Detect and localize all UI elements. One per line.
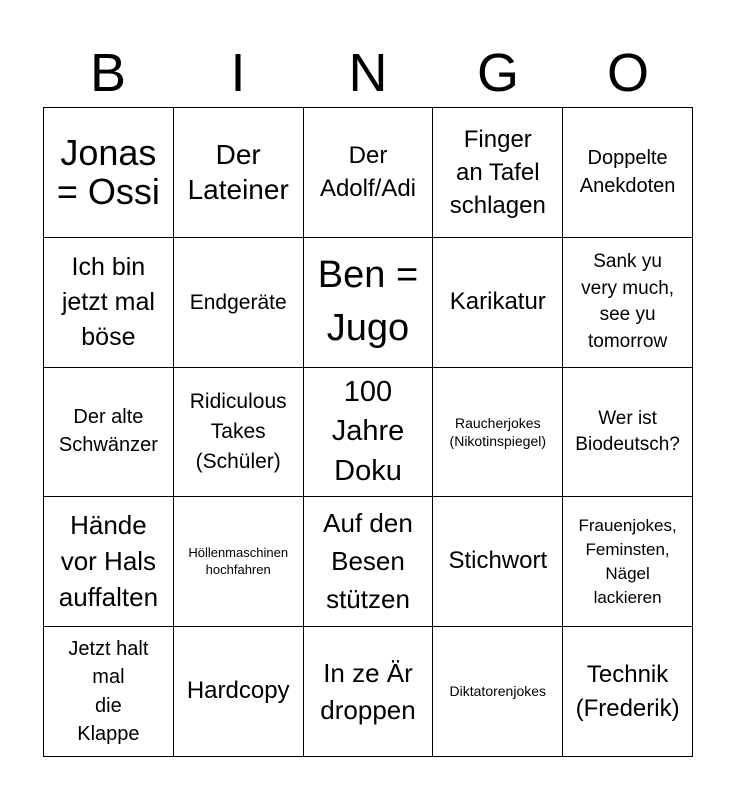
bingo-cell-r3-c3[interactable] xyxy=(304,368,434,498)
cell-text: Jonas = Ossi xyxy=(56,131,160,213)
bingo-header xyxy=(43,38,693,108)
cell-text: Technik (Frederik) xyxy=(575,661,680,722)
bingo-cell-r3-c1[interactable] xyxy=(44,368,174,498)
bingo-cell-r4-c4[interactable] xyxy=(433,497,563,627)
cell-text: Finger an Tafel schlagen xyxy=(449,125,546,219)
bingo-cell-r5-c4[interactable] xyxy=(433,627,563,757)
cell-text: Der alte Schwänzer xyxy=(58,406,158,456)
cell-text: 100 Jahre Doku xyxy=(331,376,405,487)
cell-text: Sank yu very much, see yu tomorrow xyxy=(581,251,675,352)
bingo-grid xyxy=(43,107,693,757)
cell-text: Ich bin jetzt mal böse xyxy=(61,252,155,351)
bingo-cell-r2-c3[interactable] xyxy=(304,238,434,368)
cell-text: In ze Är droppen xyxy=(320,658,416,725)
cell-text: Frauenjokes, Feminsten, Nägel lackieren xyxy=(578,516,677,607)
bingo-cell-r1-c2[interactable] xyxy=(174,108,304,238)
bingo-cell-r4-c1[interactable] xyxy=(44,497,174,627)
cell-text: Stichwort xyxy=(448,547,548,575)
bingo-cell-r1-c1[interactable] xyxy=(44,108,174,238)
cell-text: Hände vor Hals auffalten xyxy=(58,509,159,612)
cell-text: Diktatorenjokes xyxy=(449,683,547,700)
bingo-cell-r2-c4[interactable] xyxy=(433,238,563,368)
bingo-cell-r5-c3[interactable] xyxy=(304,627,434,757)
bingo-cell-r5-c1[interactable] xyxy=(44,627,174,757)
bingo-cell-r3-c2[interactable] xyxy=(174,368,304,498)
cell-text: Höllenmaschinen hochfahren xyxy=(188,544,289,577)
bingo-cell-r2-c1[interactable] xyxy=(44,238,174,368)
cell-text: Der Lateiner xyxy=(187,138,289,206)
cell-text: Endgeräte xyxy=(189,290,287,314)
bingo-cell-r2-c2[interactable] xyxy=(174,238,304,368)
header-letter-o: O xyxy=(606,43,649,103)
bingo-cell-r1-c4[interactable] xyxy=(433,108,563,238)
cell-text: Raucherjokes (Nikotinspiegel) xyxy=(449,414,547,449)
cell-text: Ben = Jugo xyxy=(317,254,419,350)
bingo-cell-r5-c2[interactable] xyxy=(174,627,304,757)
cell-text: Der Adolf/Adi xyxy=(319,141,417,203)
bingo-cell-r3-c4[interactable] xyxy=(433,368,563,498)
bingo-cell-r1-c5[interactable] xyxy=(563,108,693,238)
bingo-cell-r4-c3[interactable] xyxy=(304,497,434,627)
bingo-cell-r5-c5[interactable] xyxy=(563,627,693,757)
bingo-cell-r4-c5[interactable] xyxy=(563,497,693,627)
bingo-cell-r1-c3[interactable] xyxy=(304,108,434,238)
bingo-cell-r4-c2[interactable] xyxy=(174,497,304,627)
cell-text: Doppelte Anekdoten xyxy=(579,147,676,198)
bingo-cell-r3-c5[interactable] xyxy=(563,368,693,498)
cell-text: Wer ist Biodeutsch? xyxy=(575,408,680,455)
cell-text: Auf den Besen stützen xyxy=(323,508,413,614)
header-letter-n: N xyxy=(348,43,388,103)
header-letter-i: I xyxy=(230,43,246,103)
cell-text: Jetzt halt mal die Klappe xyxy=(68,637,149,745)
cell-text: Karikatur xyxy=(449,287,546,315)
header-letter-b: B xyxy=(89,43,127,103)
bingo-cell-r2-c5[interactable] xyxy=(563,238,693,368)
cell-text: Hardcopy xyxy=(186,677,290,705)
cell-text: Ridiculous Takes (Schüler) xyxy=(189,390,287,473)
header-letter-g: G xyxy=(476,43,519,103)
